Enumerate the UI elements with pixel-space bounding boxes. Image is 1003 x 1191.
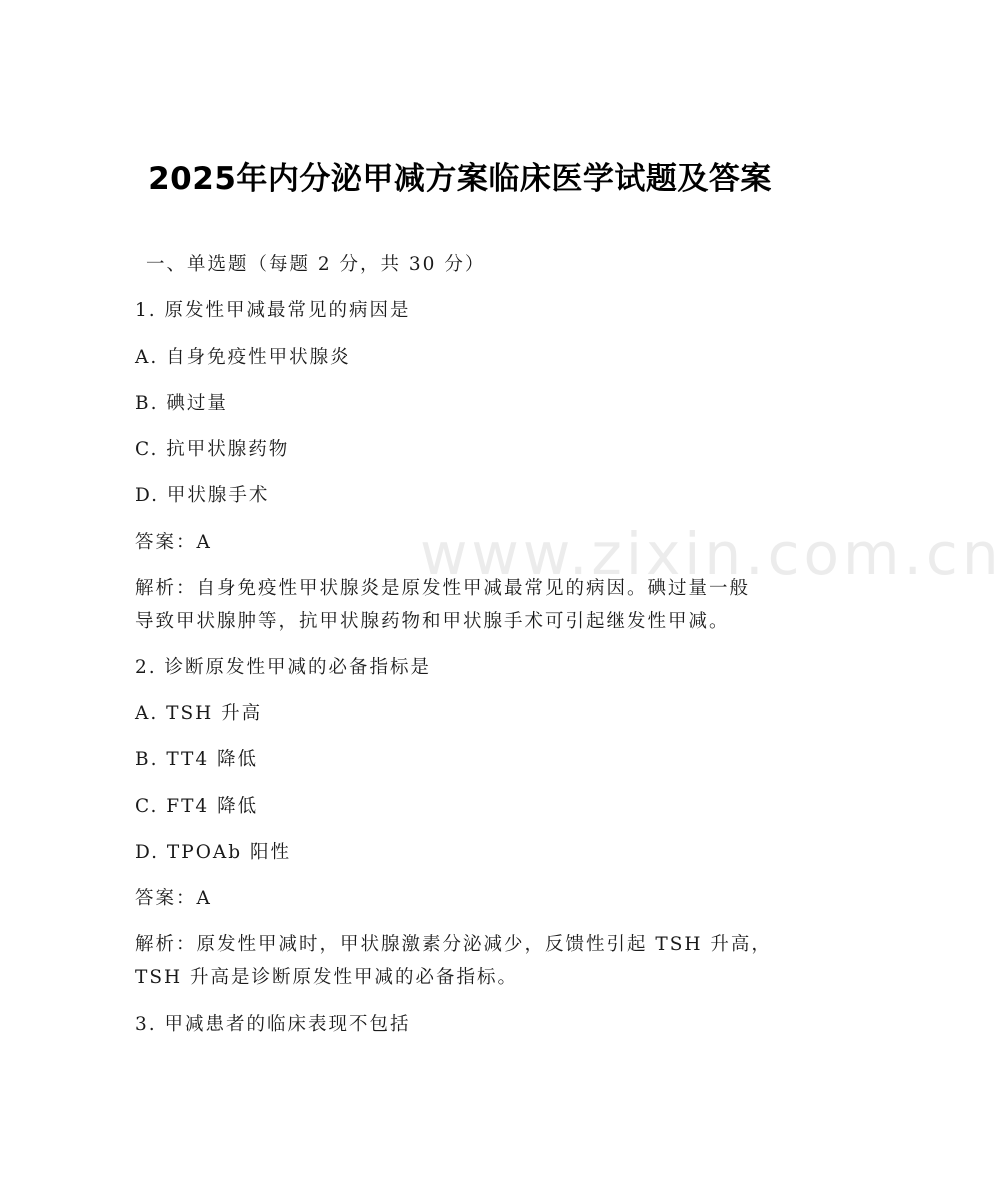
document-title: 2025年内分泌甲减方案临床医学试题及答案 <box>148 161 772 197</box>
question-3-stem: 3. 甲减患者的临床表现不包括 <box>135 1014 411 1035</box>
question-1-option-c: C. 抗甲状腺药物 <box>135 439 290 460</box>
question-1-option-d: D. 甲状腺手术 <box>135 485 270 506</box>
question-2-option-b: B. TT4 降低 <box>135 749 259 770</box>
question-1-stem: 1. 原发性甲减最常见的病因是 <box>135 300 411 321</box>
question-1-option-b: B. 碘过量 <box>135 393 228 414</box>
section-heading: 一、单选题（每题 2 分，共 30 分） <box>146 254 486 275</box>
question-1-explanation-line-1: 解析：自身免疫性甲状腺炎是原发性甲减最常见的病因。碘过量一般 <box>135 578 751 599</box>
question-1-explanation-line-2: 导致甲状腺肿等，抗甲状腺药物和甲状腺手术可引起继发性甲减。 <box>135 611 730 632</box>
question-2-explanation-line-1: 解析：原发性甲减时，甲状腺激素分泌减少，反馈性引起 TSH 升高， <box>135 934 772 955</box>
question-2-option-a: A. TSH 升高 <box>135 703 263 724</box>
watermark: www.zixin.com.cn <box>420 520 1003 588</box>
question-2-option-d: D. TPOAb 阳性 <box>135 842 291 863</box>
question-2-stem: 2. 诊断原发性甲减的必备指标是 <box>135 657 432 678</box>
question-1-answer: 答案：A <box>135 532 212 553</box>
question-2-explanation-line-2: TSH 升高是诊断原发性甲减的必备指标。 <box>135 967 519 988</box>
question-1-option-a: A. 自身免疫性甲状腺炎 <box>135 347 351 368</box>
question-2-answer: 答案：A <box>135 888 212 909</box>
question-2-option-c: C. FT4 降低 <box>135 796 259 817</box>
